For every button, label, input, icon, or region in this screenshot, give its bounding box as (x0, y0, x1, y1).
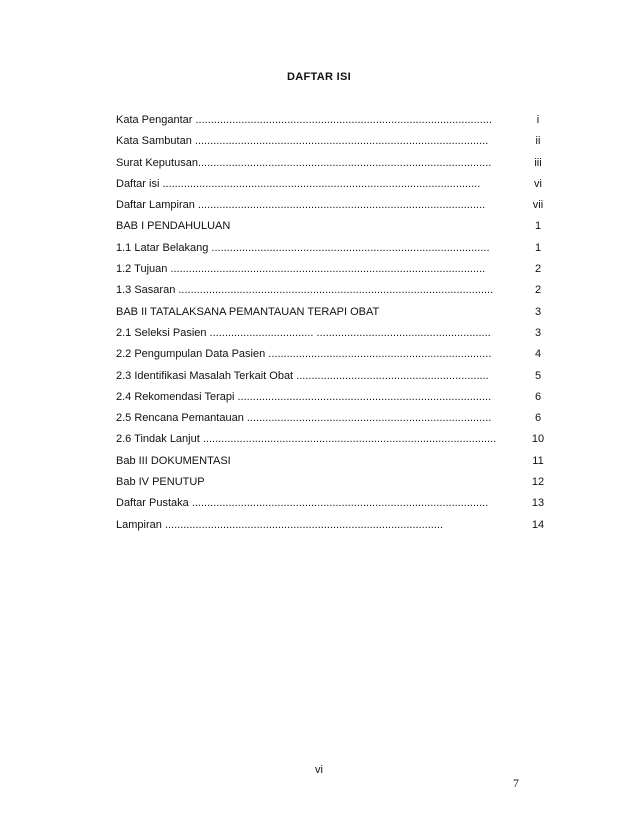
toc-row (116, 280, 552, 301)
toc-entry-text: Daftar Lampiran .............................................................................................. (116, 199, 486, 212)
toc-row (116, 408, 552, 429)
toc-page-number: ii (535, 135, 541, 148)
toc-page-number: 11 (532, 454, 544, 467)
toc-page-number: 5 (534, 369, 542, 382)
toc-page-number: 1 (534, 241, 542, 254)
toc-entry-text: 2.5 Rencana Pemantauan ................................................................................ (116, 412, 492, 425)
toc-entry-text: Surat Keputusan................................................................................................ (116, 156, 492, 169)
toc-page-number: iii (534, 156, 542, 169)
toc-entry-text: 1.2 Tujuan ....................................................................................................... (116, 263, 486, 276)
toc-row (116, 344, 552, 365)
toc-entry-text: Bab III DOKUMENTASI (116, 454, 231, 467)
toc-row (116, 493, 552, 514)
toc-entry-text: 2.6 Tindak Lanjut ................................................................................................ (116, 433, 497, 446)
toc-row (116, 387, 552, 408)
toc-entry-text: 1.3 Sasaran ....................................................................................................... (116, 284, 494, 297)
toc-entry-text: Kata Pengantar ................................................................................................. (116, 114, 492, 126)
toc-entry-text: BAB I PENDAHULUAN (116, 220, 231, 233)
toc-row (116, 515, 552, 536)
toc-row (116, 153, 552, 174)
toc-entry-text: 2.2 Pengumpulan Data Pasien ......................................................................... (116, 348, 492, 361)
toc-entry-text: Kata Sambutan ................................................................................................ (116, 135, 489, 148)
toc-row (116, 259, 552, 280)
toc-entry-text: 2.3 Identifikasi Masalah Terkait Obat ............................................................... (116, 369, 489, 382)
toc-entry-text: Bab IV PENUTUP (116, 476, 205, 489)
toc-page-number: 2 (534, 263, 542, 276)
toc-entry-text: 2.4 Rekomendasi Terapi ................................................................................... (116, 390, 492, 403)
toc-entry-text: Lampiran ........................................................................................... (116, 518, 444, 531)
toc-row (116, 451, 552, 472)
toc-row (116, 216, 552, 237)
toc-page-number: 3 (534, 305, 542, 318)
toc-row (116, 366, 552, 387)
toc-page-number: 6 (534, 390, 542, 403)
toc-page-number: 13 (531, 497, 545, 510)
toc-page-number: vii (532, 199, 544, 212)
toc-page-number: 10 (531, 433, 545, 446)
toc-entry-text: 2.1 Seleksi Pasien .................................. ......................................................... (116, 326, 491, 339)
toc-row (116, 472, 552, 493)
toc-entry-text: 1.1 Latar Belakang ........................................................................................... (116, 241, 490, 254)
toc-page-number: 4 (534, 348, 542, 361)
toc-entry-text: Daftar Pustaka ................................................................................................. (116, 497, 489, 510)
table-of-contents (116, 110, 552, 536)
toc-page-number: 3 (534, 326, 542, 339)
toc-entry-text: Daftar isi ........................................................................................................ (116, 177, 481, 190)
toc-row (116, 238, 552, 259)
toc-entry-text: BAB II TATALAKSANA PEMANTAUAN TERAPI OBAT (116, 305, 380, 318)
toc-row (116, 195, 552, 216)
footer-page-number: 7 (513, 776, 519, 790)
toc-page-number: vi (534, 177, 542, 190)
toc-row (116, 429, 552, 450)
toc-page-number: i (536, 114, 540, 126)
footer-roman-page: vi (315, 764, 323, 776)
toc-row (116, 174, 552, 195)
toc-page-number: 14 (531, 518, 545, 531)
toc-row (116, 110, 552, 131)
toc-title: DAFTAR ISI (287, 71, 351, 83)
toc-row (116, 323, 552, 344)
toc-page-number: 2 (534, 284, 542, 297)
toc-row (116, 131, 552, 152)
toc-page-number: 1 (534, 220, 542, 233)
toc-page-number: 12 (531, 476, 545, 489)
toc-page-number: 6 (534, 412, 542, 425)
toc-row (116, 302, 552, 323)
